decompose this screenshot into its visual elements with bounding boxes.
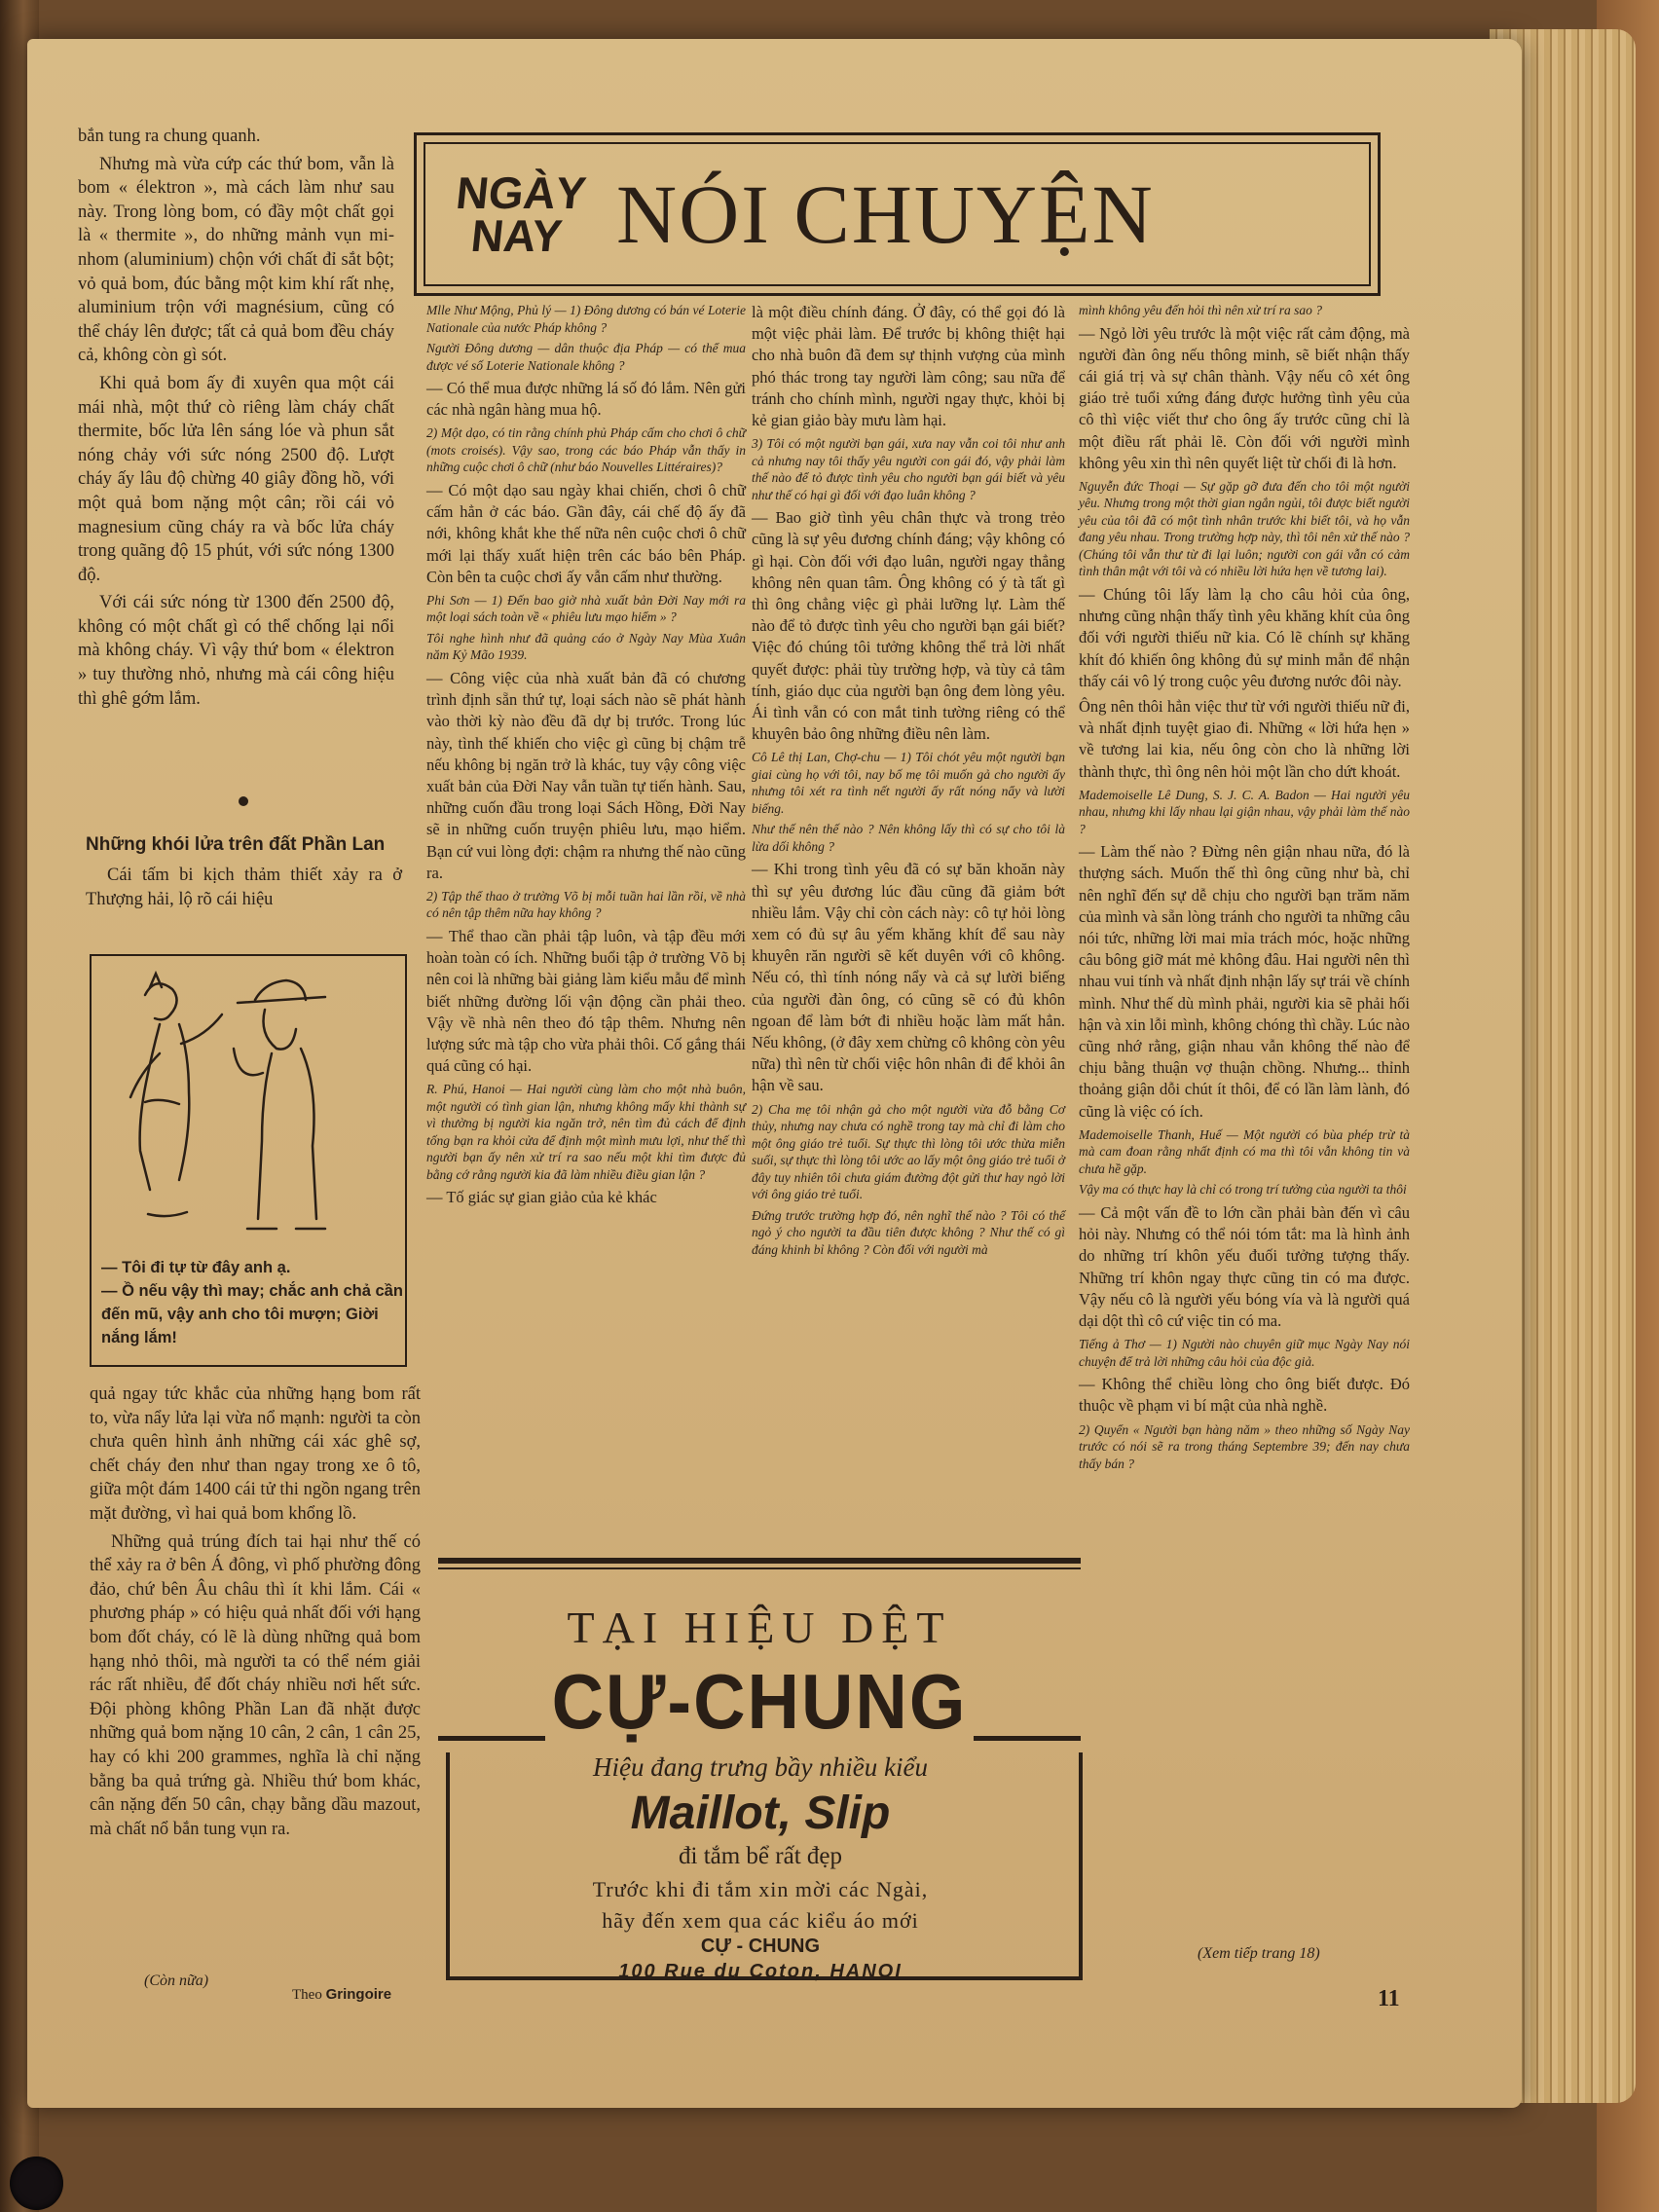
qa-column-3 xyxy=(752,302,1065,1262)
qa-column-2 xyxy=(426,302,746,1213)
section-bullet xyxy=(239,796,248,806)
ad-rule xyxy=(438,1736,545,1741)
editor-answer: — Bao giờ tình yêu chân thực và trong trẻo cũng là sự yêu đương chính đáng; vậy không có gì hại. Còn đối với đạo luân, người ngay thẳng không nên quan tâm. Ông không có ý tà tất gì thì ông chẳng việc gì phải lưỡng lự. Làm thế nào để tỏ được tình yêu cho người bạn gái biết? Việc đó chúng tôi tưởng không thể trả lời nhất quyết được: phải tùy trường hợp, và tùy cả tâm tính, giáo dục của người bạn ông đem lòng yêu. Ái tình vẫn có con mắt tinh tường riêng có thể khuyên bảo ông những điều nên làm. xyxy=(752,508,1065,744)
reader-question: Như thế nên thế nào ? Nên không lấy thì có sự cho tôi là lừa dối không ? xyxy=(752,822,1065,854)
ad-rule xyxy=(438,1567,1081,1569)
reader-question: Tiếng ả Thơ — 1) Người nào chuyên giữ mục Ngày Nay nói chuyện để trả lời những câu hỏi của độc giả. xyxy=(1079,1337,1410,1369)
ad-text: Trước khi đi tắm xin mời các Ngài, xyxy=(592,1877,929,1901)
editor-answer: — Làm thế nào ? Đừng nên giận nhau nữa, đó là thượng sách. Muốn thế thì ông cũng như bà, chỉ nên nghĩ đến sự dễ chịu cho người bạn trăm năm của mình và sẵn lòng tránh cho người ta những câu nói tức, những lời mai mỉa trách móc, hoặc những câu bông giỡ mát mẻ không đâu. Hai người nên thì nhau vui tính và nhất định nhận lấy sự trái về chính mình. Như thế dù mình phải, người kia sẽ phải hối hận và xin lỗi mình, không chóng thì chầy. Lúc nào cũng nhớ rằng, giận nhau vẫn không thế nào để chịu bằng thuận vợ thuận chồng. Nhưng... thỉnh thoảng giận dỗi chút ít thôi, để có lần làm lành, đó cũng là việc có ích. xyxy=(1079,842,1410,1121)
column-masthead xyxy=(414,132,1381,296)
reader-question: Mademoiselle Thanh, Huế — Một người có bùa phép trừ tà mà cam đoan rằng nhất định có ma thì tôi vẫn không tin và chưa hề gặp. xyxy=(1079,1126,1410,1176)
editor-answer: — Công việc của nhà xuất bản đã có chương trình định sẵn thứ tự, loại sách nào sẽ phát hành vào thời kỳ nào đều đã dự bị trước. Trong lúc này, tình thế khiến cho việc gì cũng bị chậm trễ nếu không bị ngăn trở là khác, tuy vậy công việc xuất bản của Đời Nay vẫn tuần tự tiến hành. Sau, những cuốn đầu trong loại Sách Hồng, Đời Nay sẽ in những cuốn truyện phiêu lưu, mạo hiểm. Bạn cứ vui lòng đợi: chậm ra nhưng thế nào cũng ra. xyxy=(426,668,746,882)
reader-question: Nguyễn đức Thoại — Sự gặp gỡ đưa đến cho tôi một người yêu. Nhưng trong một thời gian ngắn ngủi, tôi được biết người yêu của tôi đã có một tình nhân trước khi biết tôi, và họ vẫn đang yêu nhau. Trong trường hợp này, thì tôi nên xử thế nào ? (Chúng tôi vẫn thư từ đi lại luôn; người con gái vẫn có cảm tình thân mật với tôi và có nhiều lời hứa hẹn về tương lai). xyxy=(1079,478,1410,579)
ad-text: hãy đến xem qua các kiểu áo mới xyxy=(602,1908,919,1933)
editor-answer: — Ngỏ lời yêu trước là một việc rất cảm động, mà người đàn ông nếu thông minh, sẽ biết nhận thấy cái giá trị và sự chân thành. Vậy nếu cô xét ông giáo trẻ tuổi xứng đáng được hưởng tình yêu của cô thì việc viết thư cho ông ấy trước cũng chỉ là một điều rất phải lẽ. Còn đối với người mình không yêu xin thì nên quyết liệt từ chối đi là hơn. xyxy=(1079,323,1410,472)
reader-question: Mademoiselle Lê Dung, S. J. C. A. Badon — Hai người yêu nhau, nhưng khi lấy nhau lại giận nhau, vậy phải làm thế nào ? xyxy=(1079,787,1410,836)
reader-question: Vậy ma có thực hay là chỉ có trong trí tưởng của người ta thôi xyxy=(1079,1182,1407,1198)
editor-answer: là một điều chính đáng. Ở đây, có thể gọi đó là một việc phải làm. Để trước bị không thiệt hại cho nhà buôn đã đem sự thịnh vượng của mình phó thác trong tay người làm công; sau nữa để tránh cho chính mình, người ngay thực, khỏi bị kẻ gian giảo bày mưu làm hại. xyxy=(752,303,1065,430)
reader-question: 2) Quyển « Người bạn hàng năm » theo những số Ngày Nay trước có nói sẽ ra trong tháng Septembre 39; đến nay chưa thấy bán ? xyxy=(1079,1421,1410,1471)
ad-tagline: Hiệu đang trưng bầy nhiều kiểu xyxy=(593,1752,928,1782)
reader-question: Phi Sơn — 1) Đến bao giờ nhà xuất bản Đời Nay mới ra một loại sách toàn về « phiêu lưu mạo hiểm » ? xyxy=(426,592,746,625)
binding-hole xyxy=(10,2157,63,2210)
reader-question: R. Phú, Hanoi — Hai người cùng làm cho một nhà buôn, một người có tình gian lận, nhưng không mấy khi thành sự vì thường bị người kia ngăn trở, nên tìm đủ cách để định tống bạn ra khỏi cửa để định một mình mưu lợi, như thế thì người bạn ấy nên xử trí ra sao nếu một khi tìm được đủ bằng cớ rằng người kia đã làm nhiều điều gian lận ? xyxy=(426,1082,746,1182)
continued-note: (Còn nữa) xyxy=(144,1972,209,1989)
paragraph: bắn tung ra chung quanh. xyxy=(78,127,261,146)
ad-rule xyxy=(438,1558,1081,1564)
ad-heading: TẠI HIỆU DỆT xyxy=(567,1603,952,1652)
reader-question: Cô Lê thị Lan, Chợ-chu — 1) Tôi chót yêu một người bạn giai cùng họ với tôi, nay bố mẹ tôi muốn gả cho người ấy nhưng tôi xét ra tình nết người ấy rất nóng nẩy và lười biếng. xyxy=(752,750,1065,816)
reader-question: Mlle Như Mộng, Phủ lý — 1) Đông dương có bán vé Loterie Nationale của nước Pháp không ? xyxy=(426,303,746,335)
reader-question: 2) Một dạo, có tin rằng chính phủ Pháp cấm cho chơi ô chữ (mots croisés). Vậy sao, trong các báo Pháp vẫn thấy in những cuộc chơi ô chữ (như báo Nouvelles Littéraires)? xyxy=(426,425,746,475)
editor-answer: — Chúng tôi lấy làm lạ cho câu hỏi của ông, nhưng cũng nhận thấy tình yêu khăng khít của ông đối với người thiếu nữ kia. Có lẽ chính sự khăng khít đó khiến ông không đủ sự minh mẫn để nhận thấy cái vô lý trong cuộc yêu đương nước đôi này. xyxy=(1079,584,1410,690)
reader-question: mình không yêu đến hỏi thì nên xử trí ra sao ? xyxy=(1079,303,1322,317)
reader-question: Người Đông dương — dân thuộc địa Pháp — có thể mua được vé số Loterie Nationale không ? xyxy=(426,341,746,373)
ad-address: 100 Rue du Coton, HANOI xyxy=(618,1961,903,1982)
editor-answer: Ông nên thôi hẳn việc thư từ với người thiếu nữ đi, và nhất định tuyệt giao đi. Những « lời hứa hẹn » về tương lai kia, nếu ông còn cho là những lời thành thực, thì ông nên hỏi một lần cho dứt khoát. xyxy=(1079,696,1410,781)
cartoon-drawing xyxy=(92,956,401,1248)
left-column-bottom xyxy=(90,1382,421,1845)
continued-note: (Xem tiếp trang 18) xyxy=(1198,1945,1320,1962)
cartoon-caption: — Tôi đi tự từ đây anh ạ. — Ồ nếu vậy thì may; chắc anh chả cần đến mũ, vậy anh cho tôi mượn; Giời nắng lắm! xyxy=(101,1259,403,1346)
editor-answer: — Thể thao cần phải tập luôn, và tập đều mới hoàn toàn có ích. Những buổi tập ở trường Võ bị nên coi là những bài giảng làm kiểu mẫu để mình biết những đường lối vận động cần phải theo. Vậy về nhà nên theo đó tập thêm. Nhưng nên lượng sức mà tập cho vừa phải thôi. Cố gắng thái quá cũng có hại. xyxy=(426,926,746,1076)
paragraph: Khi quả bom ấy đi xuyên qua một cái mái nhà, một thứ cò riêng làm cháy chất thermite, bốc lửa lên sáng lóe và phun sắt nóng chảy với sức nóng 2500 độ. Lượt cháy ấy lâu độ chừng 40 giây đồng hồ, với một quả bom nặng một cân; rồi cái vỏ magnesium cũng cháy ra và bốc lửa cháy trong quãng độ 15 phút, với sức nóng 1300 độ. xyxy=(78,373,394,585)
reader-question: 2) Tập thể thao ở trường Võ bị mỗi tuần hai lần rồi, về nhà có nên tập thêm nữa hay không ? xyxy=(426,888,746,921)
paragraph: quả ngay tức khắc của những hạng bom rất to, vừa nẩy lửa lại vừa nổ mạnh: người ta còn chưa quên hình ảnh những cái xác ghê sợ, chết cháy đen như than ngay trong xe ô tô, giữa một đám 1400 cái tử thi ngồn ngang trên mặt đường, vì hai quả bom khổng lồ. xyxy=(90,1384,421,1524)
reader-question: 3) Tôi có một người bạn gái, xưa nay vẫn coi tôi như anh cả nhưng nay tôi thấy yêu người con gái đó, vậy phải làm thế nào để tỏ được tình yêu cho người bạn gái biết và yêu như thế có hại gì đối với đạo luân không ? xyxy=(752,436,1065,502)
ad-text: đi tắm bể rất đẹp xyxy=(679,1843,842,1869)
reader-question: Đứng trước trường hợp đó, nên nghĩ thế nào ? Tôi có thể ngỏ ý cho người ta đầu tiên được không ? Như thế có gì đáng khinh bỉ không ? Còn đối với người mà xyxy=(752,1207,1065,1257)
ad-shop-name: CỰ - CHUNG xyxy=(700,1936,821,1957)
reader-question: Tôi nghe hình như đã quảng cáo ở Ngày Nay Mùa Xuân năm Kỷ Mão 1939. xyxy=(426,630,746,663)
ad-rule xyxy=(974,1736,1081,1741)
editor-answer: — Có thể mua được những lá số đó lắm. Nên gửi các nhà ngân hàng mua hộ. xyxy=(426,379,746,420)
editor-answer: — Cả một vấn đề to lớn cần phải bàn đến vì câu hỏi này. Nhưng có thể nói tóm tắt: ma là hình ảnh do những trí khôn yếu đuối tưởng tượng thấy. Những trí khôn ngay thực cũng tin có ma được. Vậy nếu cô là người yếu bóng vía và là người quá dại dột thì cô cứ việc tin có ma. xyxy=(1079,1202,1410,1330)
source-credit: Theo Gringoire xyxy=(292,1986,392,2003)
masthead-title: NÓI CHUYỆN xyxy=(616,167,1155,261)
ad-product: Maillot, Slip xyxy=(630,1788,891,1839)
left-column-section xyxy=(86,823,402,915)
editor-answer: — Có một dạo sau ngày khai chiến, chơi ô chữ cấm hẳn ở các báo. Gần đây, cái chế độ ấy đã nới, không khắt khe thế nữa nên cuộc chơi ô chữ mới lại thấy xuất hiện trên các báo bên Pháp. Còn bên ta cuộc chơi ấy vẫn cấm như thường. xyxy=(426,480,746,586)
editor-answer: — Không thể chiều lòng cho ông biết được. Đó thuộc về phạm vi bí mật của nhà nghề. xyxy=(1079,1375,1410,1416)
paragraph: Nhưng mà vừa cứp các thứ bom, vẫn là bom « élektron », mà cách làm như sau này. Trong lòng bom, có đầy một chất gọi là « thermite », do những mảnh vụn mi-nhom (aluminium) chộn với chất đỉ sắt bột; vỏ quả bom, đúc bằng một kim khí rất nhẹ, aluminium trộn với magnésium, cũng có thể cháy lên được; tất cả quả bom đều cháy cả, không còn gì sót. xyxy=(78,154,394,366)
ngay-nay-logo: NGÀY NAY xyxy=(454,167,589,261)
paragraph: Cái tấm bi kịch thảm thiết xảy ra ở Thượng hải, lộ rõ cái hiệu xyxy=(86,866,402,909)
section-heading: Những khói lửa trên đất Phần Lan xyxy=(86,834,386,855)
editor-answer: — Khi trong tình yêu đã có sự băn khoăn này thì sự yêu đương lúc đầu cũng đã giảm bớt nhiều lắm. Vậy chỉ còn cách này: cô tự hỏi lòng xem có đủ sự âu yếm khăng khít để sau này khuyên răn người sẽ kết duyên với cô không. Nếu có, thì tính nóng nẩy và cả sự lười biếng của người đàn ông, có cũng sẽ có đủ khôn ngoan để làm bớt đi nhiều hoặc làm mất hẳn. Nếu không, (ở đây xem chừng cô không còn yêu nữa) thì nên từ chối việc hôn nhân đi để khỏi ân hận về sau. xyxy=(752,860,1065,1095)
paragraph: Những quả trúng đích tai hại như thế có thể xảy ra ở bên Á đông, vì phố phường đông đảo, chứ bên Âu châu thì ít khi lắm. Cái « phương pháp » có hiệu quả nhất đối với hạng bom đốt cháy, có lẽ là dùng những quả bom hạng nhỏ thôi, mà người ta có thể ném giải rác rất nhiều, để đốt cháy nhiều nơi hết sức. Đội phòng không Phần Lan đã nhặt được những quả bom nặng 10 cân, 2 cân, 1 cân 25, hay có khi 200 grammes, nghĩa là chỉ nặng bằng ba quả trứng gà. Nhiều thứ bom khác, cân nặng đến 50 cân, chạy bằng dầu mazout, mà chất nổ bắn tung vụn ra. xyxy=(90,1531,421,1839)
reader-question: 2) Cha mẹ tôi nhận gả cho một người vừa đỗ bằng Cơ thủy, nhưng nay chưa có nghề trong tay mà chỉ đi làm cho một ông giáo trẻ tuổi. Sự thực thì lòng tôi ước thừa miễn suối, sự thực thì lòng tôi ước ao lấy một ông giáo trẻ tuổi ở đây tuy nhiên tôi chưa giám đường đột gửi thư hay ngỏ lời với ông giáo trẻ tuổi. xyxy=(752,1101,1065,1202)
qa-column-4 xyxy=(1079,302,1410,1476)
page-number: 11 xyxy=(1378,1986,1400,2011)
ad-brand: CỰ-CHUNG xyxy=(551,1657,968,1746)
paragraph: Với cái sức nóng từ 1300 đến 2500 độ, không có một chất gì có thể chống lại nổi mà không cháy. Vì vậy thứ bom « élektron » tuy thường nhỏ, nhưng mà cái công hiệu thì ghê gớm lắm. xyxy=(78,593,394,709)
editor-answer: — Tố giác sự gian giảo của kẻ khác xyxy=(426,1188,657,1207)
left-column-top xyxy=(78,125,394,715)
